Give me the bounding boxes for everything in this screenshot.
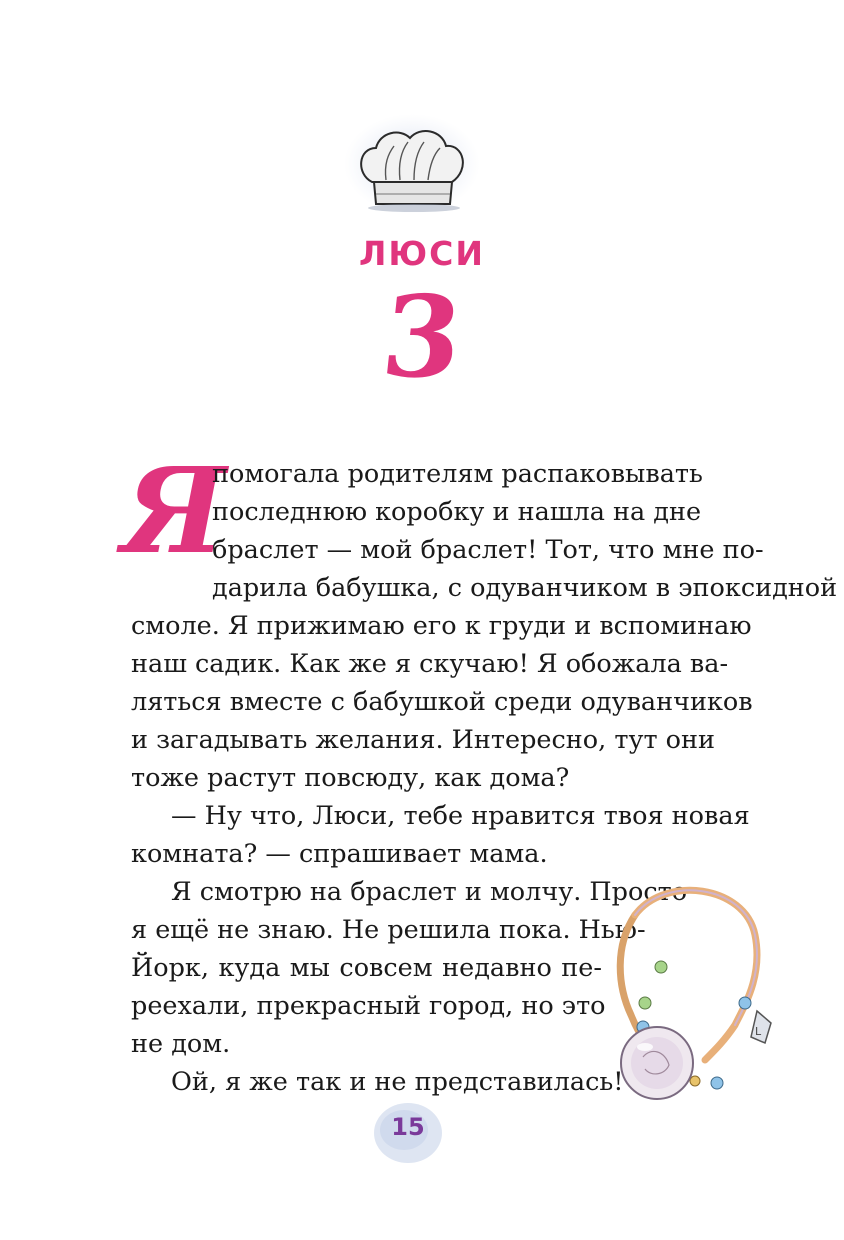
text-line: смоле. Я прижимаю его к груди и вспоминаю [131,611,752,641]
text-line: я ещё не знаю. Не решила пока. Нью- [131,915,646,945]
text-line: Я смотрю на браслет и молчу. Просто [171,877,688,907]
text-line: браслет — мой браслет! Тот, что мне по- [212,535,764,565]
chapter-number: 3 [376,272,468,403]
text-line: — Ну что, Люси, тебе нравится твоя новая [171,801,750,831]
text-line: реехали, прекрасный город, но это [131,991,606,1021]
text-line: последнюю коробку и нашла на дне [212,497,702,527]
text-line: Йорк, куда мы совсем недавно пе- [131,953,602,983]
text-line: Ой, я же так и не представилась! [171,1067,624,1097]
text-line: ляться вместе с бабушкой среди одуванчиков [131,687,753,717]
text-line: и загадывать желания. Интересно, тут они [131,725,716,755]
text-line: не дом. [131,1029,231,1059]
text-line: помогала родителям распаковывать [212,459,703,489]
chef-hat-icon [342,112,482,222]
text-line: дарила бабушка, с одуванчиком в эпоксидной [212,573,838,603]
bracelet-illustration [595,875,795,1115]
text-line: тоже растут повсюду, как дома? [131,763,570,793]
page-number: 15 [391,1113,425,1141]
text-line: комната? — спрашивает мама. [131,839,548,869]
text-line: наш садик. Как же я скучаю! Я обожала ва- [131,649,729,679]
svg-text:L: L [755,1025,762,1038]
drop-cap: Я [122,441,227,580]
chapter-character-name: ЛЮСИ [359,234,485,273]
